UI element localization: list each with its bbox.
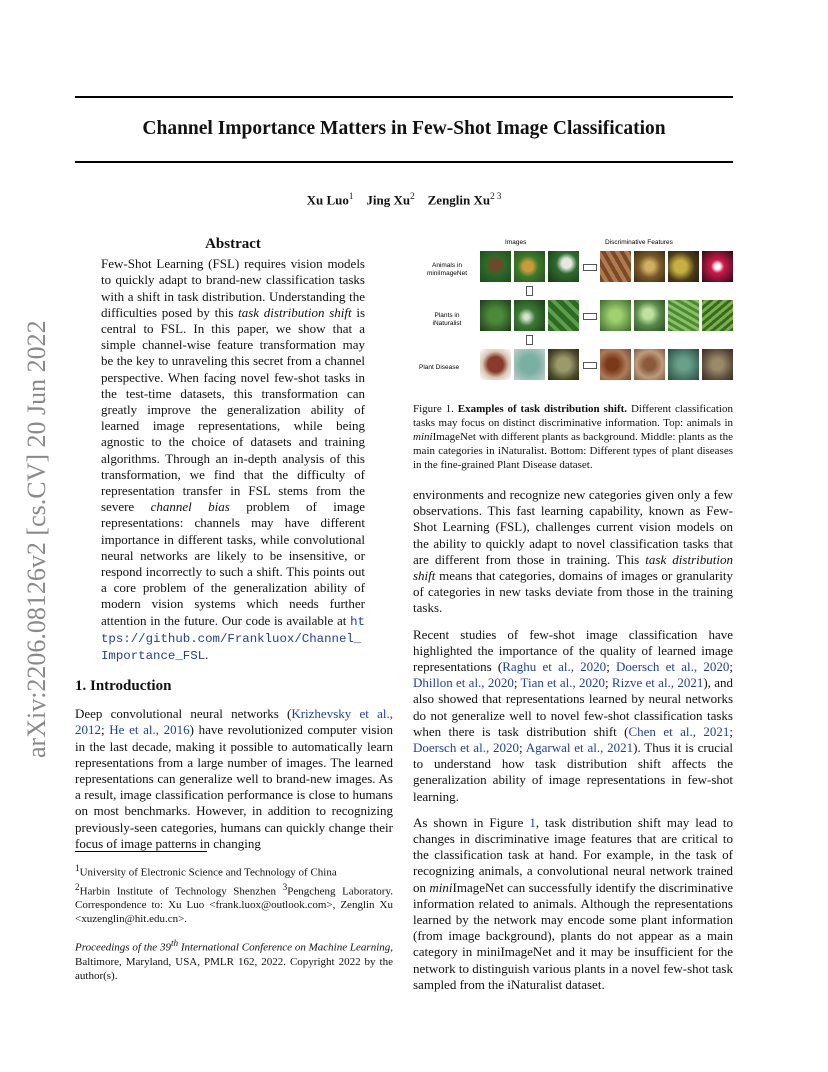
author-affil: 2 3 xyxy=(490,191,502,201)
author-affil: 1 xyxy=(348,191,354,201)
citation-link[interactable]: Raghu et al., 2020 xyxy=(502,659,607,675)
arrow-down-icon xyxy=(526,335,533,345)
disease-image xyxy=(480,349,511,380)
plant-image xyxy=(514,300,545,331)
introduction xyxy=(75,678,393,852)
arxiv-stamp: arXiv:2206.08126v2 [cs.CV] 20 Jun 2022 xyxy=(22,320,51,758)
citation-link[interactable]: Agarwal et al., 2021 xyxy=(525,740,634,756)
feature-image xyxy=(634,251,665,282)
abstract-body: Few-Shot Learning (FSL) requires vision models to quickly adapt to brand-new classification tasks with a shift in task distribution. Understanding the difficulties posed by this task distribution shift is central to FSL. In this paper, we show that a simple channel-wise feature transformation may be the key to unraveling this secret from a channel perspective. When facing novel few-shot tasks in the test-time datasets, this transformation can greatly improve the generalization ability of learned image representations, while being agnostic to the choice of datasets and training algorithms. Through an in-depth analysis of this transformation, we find that the difficulty of representation transfer in FSL stems from the severe channel bias problem of image representations: channels may have different importance in different tasks, while convolutional neural networks are likely to be insensitive, or respond incorrectly to such a shift. This points out a core problem of the generalization ability of modern vision systems which needs further attention in the future. Our code is available at https://github.com/Frankluox/Channel_Importance_FSL. xyxy=(101,256,366,664)
arrow-right-icon xyxy=(583,264,597,271)
animal-image xyxy=(548,251,579,282)
code-link[interactable]: https://github.com/Frankluox/Channel_Importance_FSL xyxy=(101,614,365,664)
author-affil: 2 xyxy=(410,191,415,201)
figure-reference-link[interactable]: 1 xyxy=(529,814,536,830)
citation-link[interactable]: Rizve et al., 2021 xyxy=(611,675,704,691)
features-column-header: Discriminative Features xyxy=(605,239,673,246)
author-name: Zenglin Xu xyxy=(427,192,491,208)
affiliation-footnote: $^1$University of Electronic Science and Technology of China $^2$Harbin Institute of Technology Shenzhen $^3$Pengcheng Laboratory. Correspondence to: Xu Luo <frank.luox@outlook.com>, Zenglin Xu <xuzenglin@hit.edu.cn>. xyxy=(75,863,393,926)
feature-image xyxy=(600,349,631,380)
images-column-header: Images xyxy=(505,239,527,246)
feature-image xyxy=(600,300,631,331)
top-rule xyxy=(75,96,733,98)
caption-label: Figure 1. xyxy=(413,403,454,415)
row-label: Animals in miniImageNet xyxy=(426,262,468,277)
title-bottom-rule xyxy=(75,161,733,163)
right-column xyxy=(413,487,733,993)
body-paragraph: As shown in Figure 1, task distribution shift may lead to changes in discriminative image features that are critical to the classification task at hand. For example, in the task of recognizing animals, a convolutional neural network trained on miniImageNet can successfully identify the discriminative information related to animals. Although the representations learned by the network may encode some plant information (from image background), plants do not appear as a main category in miniImageNet and it may be insufficient for the network to distinguish various plants in a novel few-shot task sampled from the iNaturalist dataset. xyxy=(413,814,733,992)
row-label: Plants in iNaturalist xyxy=(432,312,462,327)
body-paragraph: Recent studies of few-shot image classification have highlighted the importance of the quality of learned image representations (Raghu et al., 2020; Doersch et al., 2020; Dhillon et al., 2020; Tian et al., 2020; Rizve et al., 2021), and also showed that representations learned by neural networks do not generalize well to novel few-shot classification tasks when there is task distribution shift (Chen et al., 2021; Doersch et al., 2020; Agarwal et al., 2021). Thus it is crucial to understand how task distribution shift affects the generalization ability of image representations in few-shot learning. xyxy=(413,626,733,804)
author-name: Jing Xu xyxy=(366,192,411,208)
author-list xyxy=(75,191,733,208)
animal-image xyxy=(480,251,511,282)
feature-image xyxy=(668,300,699,331)
feature-image xyxy=(634,300,665,331)
plant-image xyxy=(480,300,511,331)
citation-link[interactable]: Dhillon et al., 2020 xyxy=(413,675,514,691)
plant-image xyxy=(548,300,579,331)
author-name: Xu Luo xyxy=(306,192,349,208)
feature-image xyxy=(702,349,733,380)
feature-image xyxy=(702,251,733,282)
citation-link[interactable]: Doersch et al., 2020 xyxy=(413,740,519,756)
intro-paragraph: Deep convolutional neural networks (Krizhevsky et al., 2012; He et al., 2016) have revolutionized computer vision in the last decade, making it possible to automatically learn representations from a large number of images. The learned representations can generalize well to brand-new images. As a result, image classification performance is close to humans on most benchmarks. However, in addition to recognizing previously-seen categories, humans can quickly change their focus of image patterns in changing xyxy=(75,706,393,851)
citation-link[interactable]: Doersch et al., 2020 xyxy=(616,659,730,675)
feature-image xyxy=(668,251,699,282)
arrow-right-icon xyxy=(583,313,597,320)
feature-image xyxy=(702,300,733,331)
abstract xyxy=(101,236,365,664)
feature-image xyxy=(634,349,665,380)
arrow-down-icon xyxy=(526,286,533,296)
footnote-rule xyxy=(75,851,207,852)
abstract-heading: Abstract xyxy=(205,236,261,252)
citation-link[interactable]: Krizhevsky et al., 2012 xyxy=(75,706,393,738)
section-heading: 1. Introduction xyxy=(75,678,172,694)
arrow-right-icon xyxy=(583,362,597,369)
proceedings-note: Proceedings of the 39th International Conference on Machine Learning, Baltimore, Maryland, USA, PMLR 162, 2022. Copyright 2022 by the author(s). xyxy=(75,938,393,982)
citation-link[interactable]: Chen et al., 2021 xyxy=(628,723,730,739)
footnotes xyxy=(75,861,393,983)
disease-image xyxy=(514,349,545,380)
figure-1 xyxy=(413,236,733,378)
feature-image xyxy=(668,349,699,380)
body-paragraph: environments and recognize new categories given only a few observations. This fast learning capability, known as Few-Shot Learning (FSL), challenges current vision models on the ability to quickly adapt to novel classification tasks that are different from those in training. This task distribution shift means that categories, domains of images or granularity of categories in new tasks deviate from those in the training tasks. xyxy=(413,487,733,616)
paper-title: Channel Importance Matters in Few-Shot Image Classification xyxy=(142,118,666,139)
row-label: Plant Disease xyxy=(419,364,460,371)
animal-image xyxy=(514,251,545,282)
citation-link[interactable]: Tian et al., 2020 xyxy=(520,675,605,691)
citation-link[interactable]: He et al., 2016 xyxy=(109,722,190,738)
disease-image xyxy=(548,349,579,380)
feature-image xyxy=(600,251,631,282)
figure-caption: Figure 1. Examples of task distribution shift. Different classification tasks may focus on distinct discriminative information. Top: animals in miniImageNet with different plants as background. Middle: plants as the main categories in iNaturalist. Bottom: Different types of plant diseases in the fine-grained Plant Disease dataset. xyxy=(413,403,733,471)
